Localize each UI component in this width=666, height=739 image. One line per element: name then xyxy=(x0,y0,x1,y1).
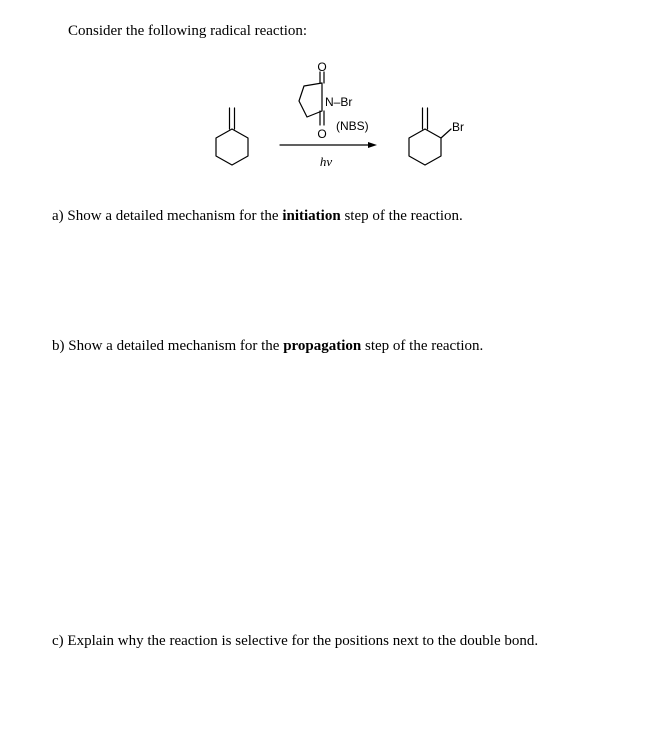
nbs-nbr-label: N–Br xyxy=(325,95,353,109)
product-ring xyxy=(409,129,441,165)
question-c: c) Explain why the reaction is selective for the positions next to the double bond. xyxy=(52,633,539,649)
allylic-bromide-structure xyxy=(409,108,451,165)
question-b-prefix: b) Show a detailed mechanism for the xyxy=(52,338,284,354)
question-a-suffix: step of the reaction. xyxy=(340,208,463,224)
nbs-name-label: (NBS) xyxy=(336,119,369,133)
question-b xyxy=(52,337,483,355)
reaction-scheme xyxy=(0,0,666,200)
carbonyl-oxygen-bottom-label: O xyxy=(317,127,327,141)
condition-hv-label: hv xyxy=(319,154,333,169)
question-a-emphasis: initiation xyxy=(282,208,341,224)
reactant-ring xyxy=(216,129,248,165)
bromine-label: Br xyxy=(452,120,464,134)
nbs-ring xyxy=(299,83,322,117)
methylenecyclohexane-structure xyxy=(216,108,248,165)
question-a xyxy=(52,207,463,225)
intro-text: Consider the following radical reaction: xyxy=(68,23,308,39)
reaction-arrow xyxy=(280,142,377,148)
question-b-suffix: step of the reaction. xyxy=(361,338,484,354)
arrow-head-icon xyxy=(368,142,377,148)
question-a-prefix: a) Show a detailed mechanism for the xyxy=(52,208,283,224)
carbonyl-oxygen-top-label: O xyxy=(317,60,327,74)
carbon-bromine-bond xyxy=(441,129,451,138)
question-b-emphasis: propagation xyxy=(283,338,362,354)
nbs-structure xyxy=(299,72,324,125)
